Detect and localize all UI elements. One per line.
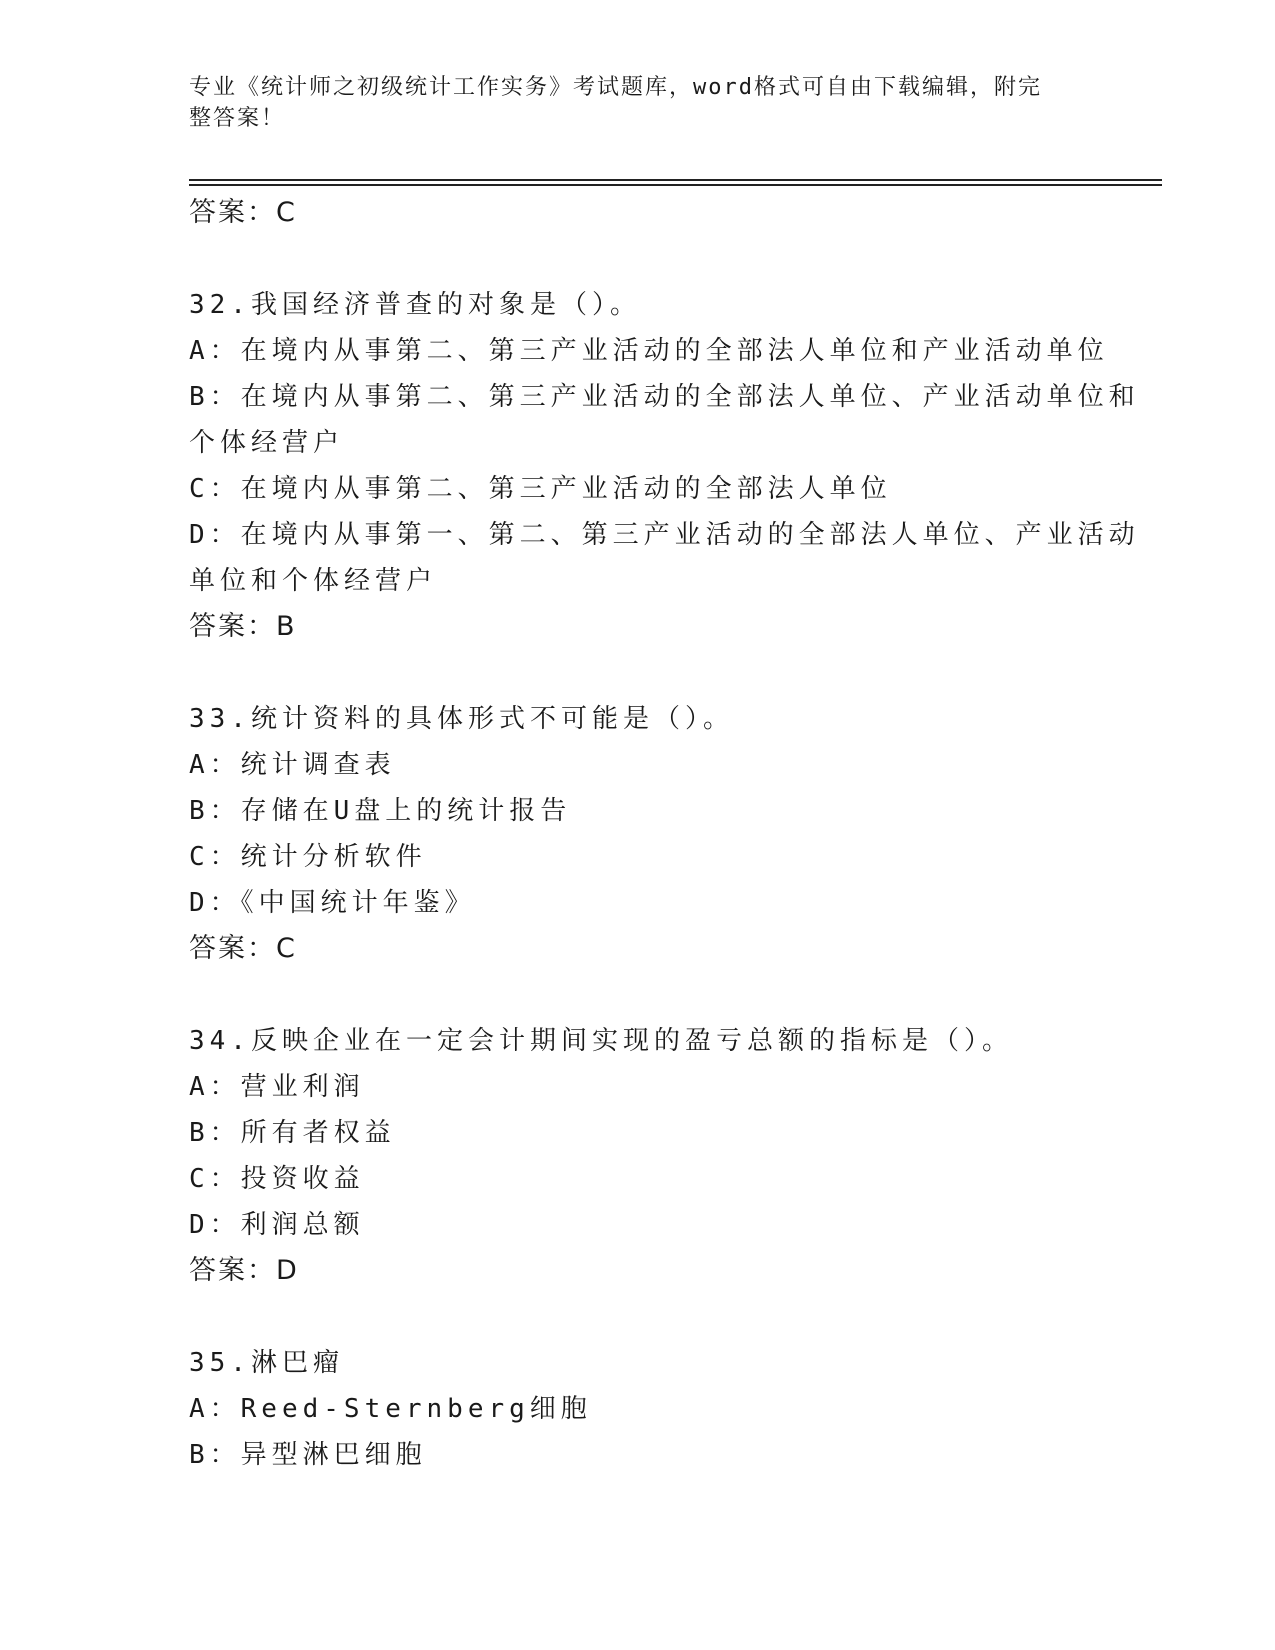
header-line-1: 专业《统计师之初级统计工作实务》考试题库，word格式可自由下载编辑，附完 [189, 75, 1042, 100]
answer: 答案：D [189, 1255, 299, 1286]
spacer [189, 236, 1089, 282]
option-b: B：所有者权益 [189, 1118, 396, 1148]
option-c: C：投资收益 [189, 1164, 365, 1194]
option-c: C：统计分析软件 [189, 842, 427, 872]
question-33 [189, 696, 1089, 972]
spacer [189, 972, 1089, 1018]
document-header [189, 72, 1089, 134]
option-a: A：在境内从事第二、第三产业活动的全部法人单位和产业活动单位 [189, 336, 1109, 366]
question-34 [189, 1018, 1089, 1294]
question-32 [189, 282, 1140, 650]
header-divider-top [189, 179, 1162, 181]
option-a: A：统计调查表 [189, 750, 396, 780]
option-d: D：《中国统计年鉴》 [189, 888, 476, 918]
answer: 答案：B [189, 611, 297, 642]
option-b-continued: 个体经营户 [189, 428, 345, 458]
option-a: A：Reed-Sternberg细胞 [189, 1394, 592, 1424]
question-stem: 33.统计资料的具体形式不可能是（）。 [189, 704, 734, 734]
header-divider-bottom [189, 184, 1162, 186]
spacer [189, 1294, 1089, 1340]
option-c: C：在境内从事第二、第三产业活动的全部法人单位 [189, 474, 892, 504]
option-d: D：在境内从事第一、第二、第三产业活动的全部法人单位、产业活动 [189, 520, 1140, 550]
option-d-continued: 单位和个体经营户 [189, 566, 438, 596]
answer: 答案：C [189, 933, 297, 964]
question-stem: 32.我国经济普查的对象是（）。 [189, 290, 641, 320]
question-stem: 34.反映企业在一定会计期间实现的盈亏总额的指标是（）。 [189, 1026, 1013, 1056]
option-b: B：存储在U盘上的统计报告 [189, 796, 572, 826]
question-35 [189, 1340, 1089, 1478]
header-line-2: 整答案！ [189, 106, 286, 131]
option-a: A：营业利润 [189, 1072, 365, 1102]
option-d: D：利润总额 [189, 1210, 365, 1240]
option-b: B：在境内从事第二、第三产业活动的全部法人单位、产业活动单位和 [189, 382, 1140, 412]
question-list [189, 190, 1140, 1478]
spacer [189, 650, 1089, 696]
question-stem: 35.淋巴瘤 [189, 1348, 344, 1378]
option-b: B：异型淋巴细胞 [189, 1440, 427, 1470]
previous-answer: 答案：C [189, 197, 297, 228]
